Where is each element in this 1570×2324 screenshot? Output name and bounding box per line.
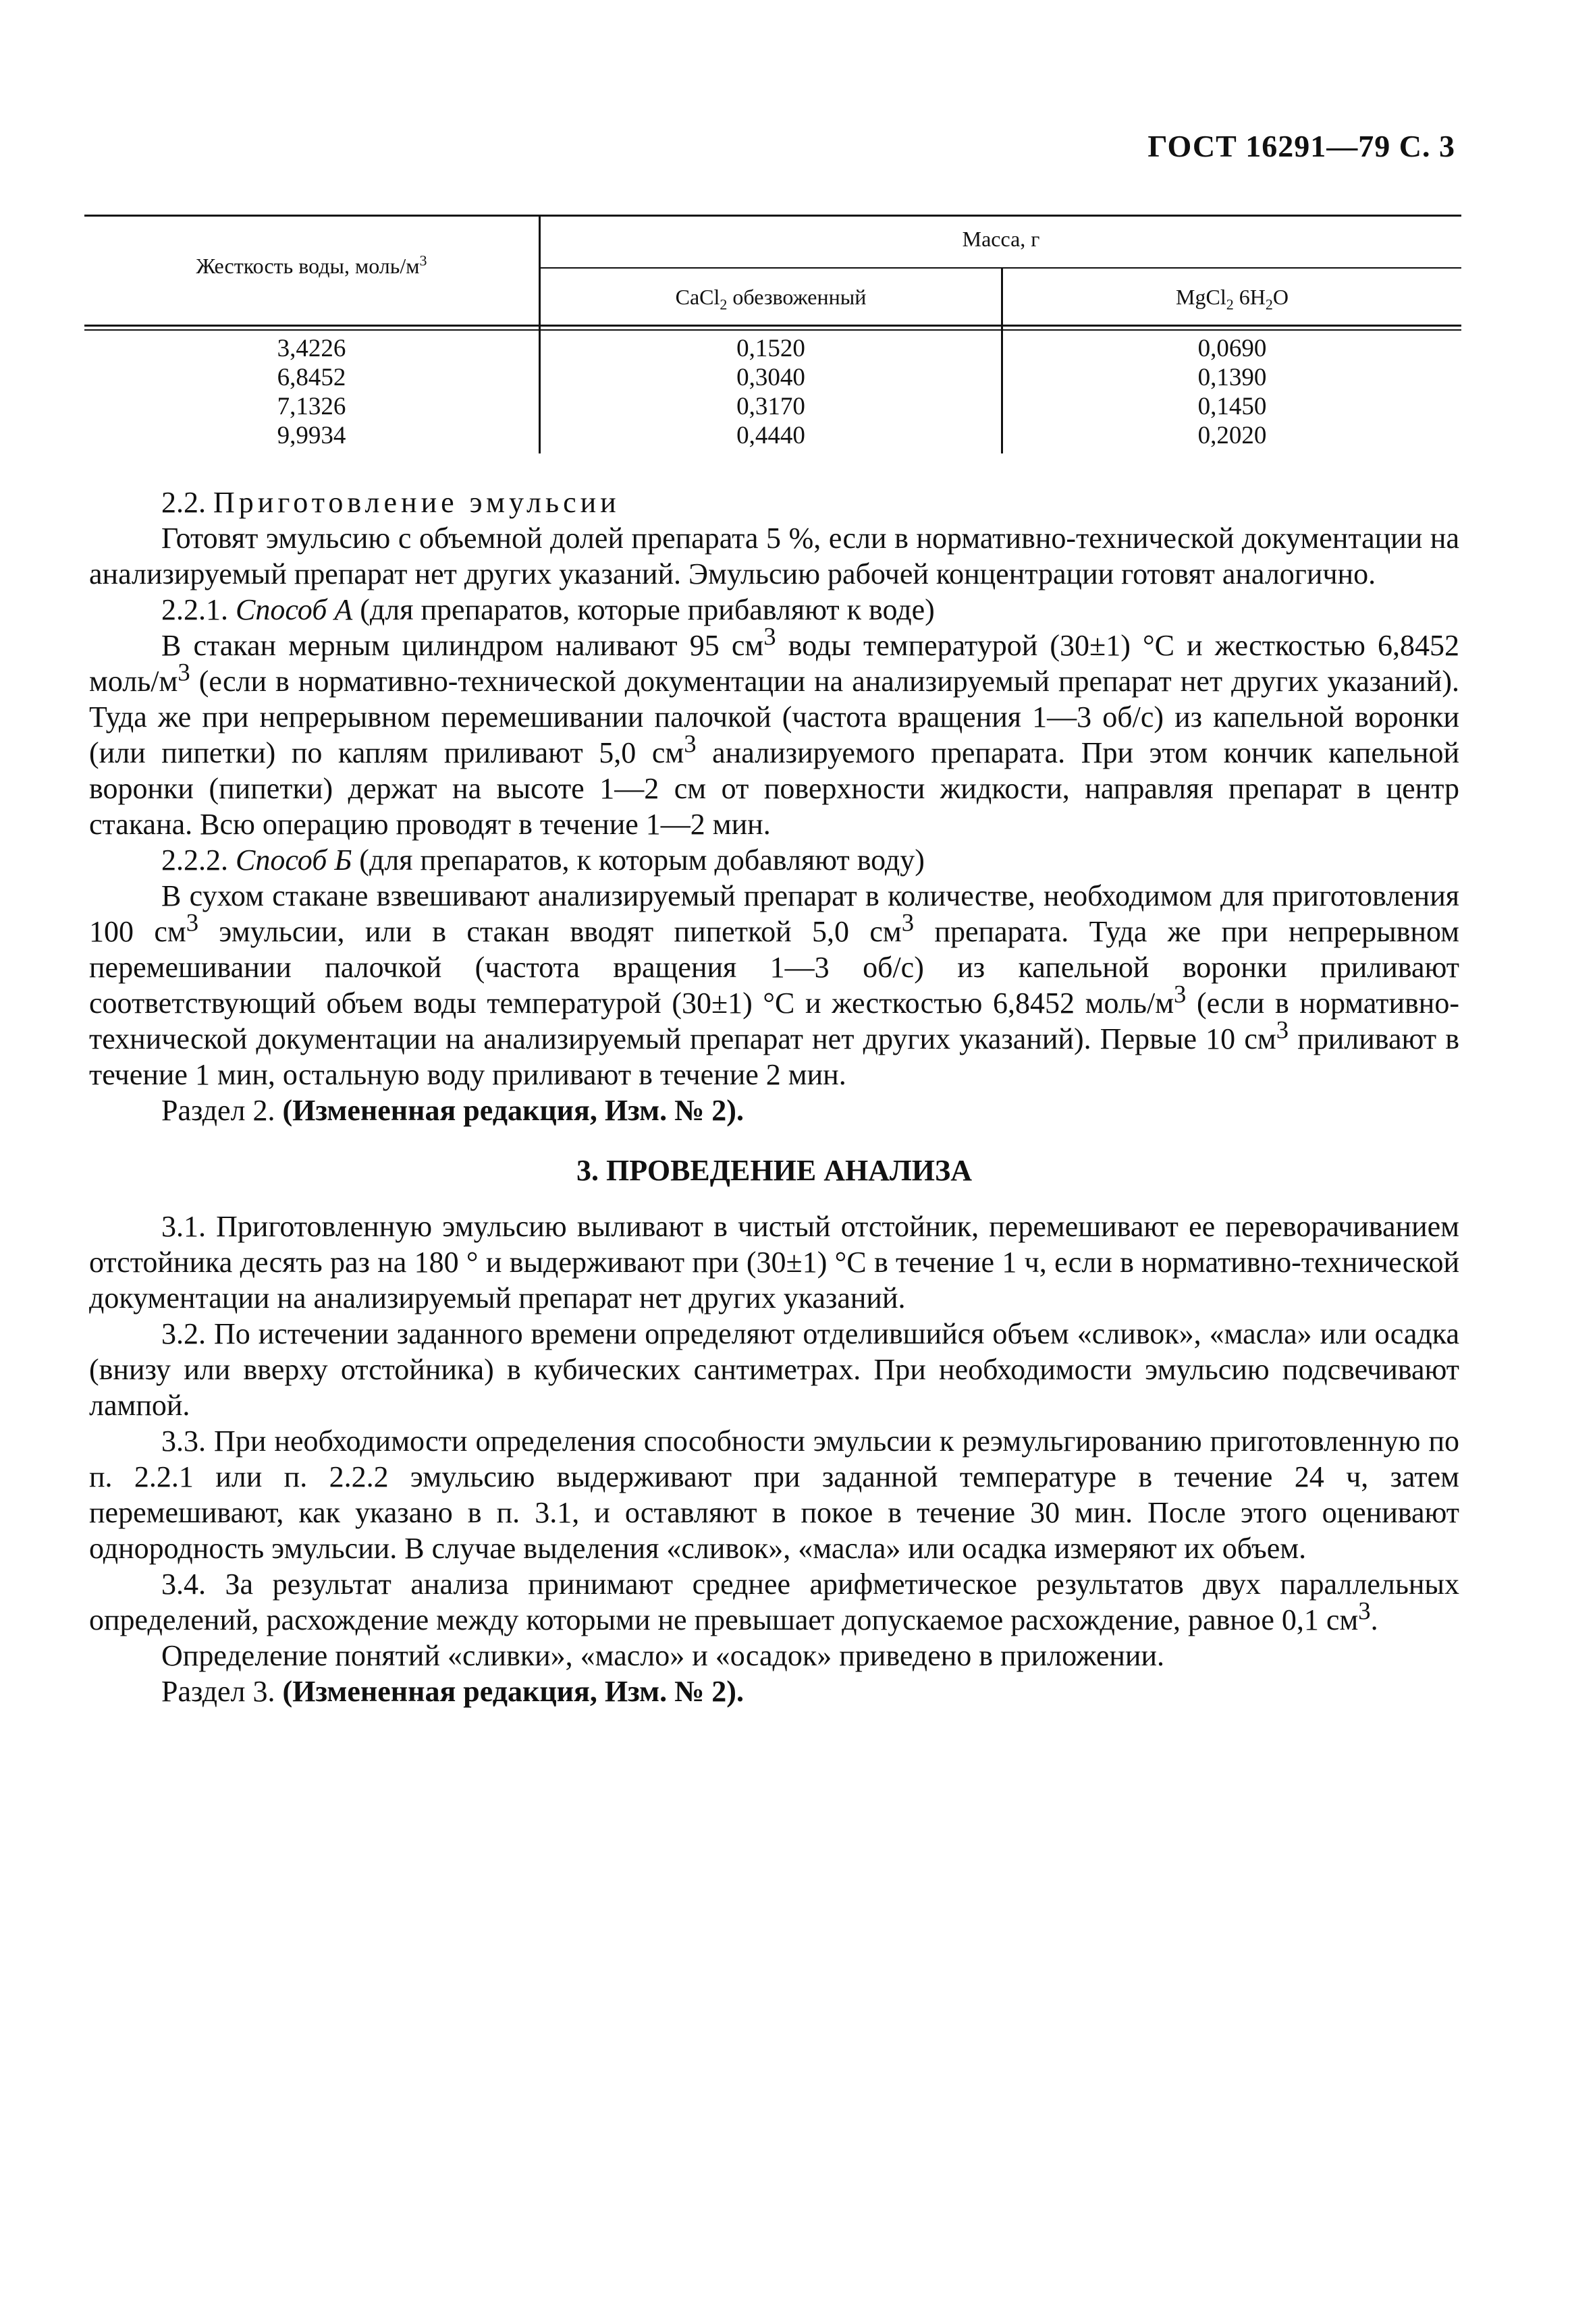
table-cell: 0,3040 bbox=[736, 364, 805, 391]
table-cell: 9,9934 bbox=[277, 422, 346, 449]
table-cell: 7,1326 bbox=[277, 393, 346, 420]
paragraph-2-2: Готовят эмульсию с объемной долей препарата 5 %, если в нормативно-технической документации на анализируемый препарат нет других указаний. Эмульсию рабочей концентрации готовят аналогично. bbox=[89, 522, 1459, 590]
column-header-cacl2: CaCl$_2$ обезвоженный bbox=[675, 285, 867, 313]
section-3-title: 3. ПРОВЕДЕНИЕ АНАЛИЗА bbox=[576, 1154, 972, 1187]
table-cell: 0,4440 bbox=[736, 422, 805, 449]
table-cell: 0,3170 bbox=[736, 393, 805, 420]
table-top-rule bbox=[84, 215, 1461, 217]
table-column-cacl2 bbox=[541, 334, 1001, 450]
column-group-header-mass: Масса, г bbox=[962, 227, 1040, 251]
paragraph-3-2: 3.2. По истечении заданного времени определяют отделившийся объем «сливок», «масла» или осадка (внизу или вверху отстойника) в кубических сантиметрах. При необходимости эмульсию подсвечивают лампой. bbox=[89, 1317, 1459, 1422]
table-group-rule bbox=[539, 267, 1461, 269]
table-header-rule-2 bbox=[84, 329, 1461, 331]
table-cell: 3,4226 bbox=[277, 335, 346, 362]
table-cell: 0,1390 bbox=[1197, 364, 1267, 391]
paragraph-3-3: 3.3. При необходимости определения способности эмульсии к реэмульгированию приготовленную по п. 2.2.1 или п. 2.2.2 эмульсию выдерживают при заданной температуре в течение 24 ч, затем перемешивают, как указано в п. 3.1, и оставляют в покое в течение 30 мин. После этого оценивают однородность эмульсии. В случае выделения «сливок», «масла» или осадка измеряют их объем. bbox=[89, 1424, 1459, 1565]
column-header-hardness: Жесткость воды, моль/$м^3$ bbox=[196, 252, 427, 278]
paragraph-method-b: В сухом стакане взвешивают анализируемый препарат в количестве, необходимом для приготовления 100 $см^3$ эмульсии, или в стакан вводят пипеткой 5,0 $см^3$ препарата. Туда же при непрерывном перемешивании палочкой (частота вращения 1—3 об/с) из капельной воронки приливают соответствующий объем воды температурой (30±1) °С и жесткостью 6,8452 моль/$м^3$ (если в нормативно-технической документации на анализируемый препарат нет других указаний). Первые 10 $см^3$ приливают в течение 1 мин, остальную воду приливают в течение 2 мин. bbox=[89, 879, 1459, 1091]
hardness-mass-table bbox=[84, 215, 1461, 453]
column-header-mgcl2: MgCl$_2$ $6H_2O$ bbox=[1176, 285, 1289, 313]
table-cell: 0,2020 bbox=[1197, 422, 1267, 449]
table-header-rule bbox=[84, 325, 1461, 327]
table-cell: 0,1520 bbox=[736, 335, 805, 362]
page-header: ГОСТ 16291—79 С. 3 bbox=[1147, 129, 1455, 163]
paragraph-3-1: 3.1. Приготовленную эмульсию выливают в чистый отстойник, перемешивают ее переворачиванием отстойника десять раз на 180 ° и выдерживают при (30±1) °С в течение 1 ч, если в нормативно-технической документации на анализируемый препарат нет других указаний. bbox=[89, 1210, 1459, 1315]
revision-note-section-2: Раздел 2. (Измененная редакция, Изм. № 2). bbox=[161, 1094, 744, 1127]
revision-note-section-3: Раздел 3. (Измененная редакция, Изм. № 2). bbox=[161, 1675, 744, 1708]
table-cell: 0,1450 bbox=[1197, 393, 1267, 420]
paragraph-3-4: 3.4. За результат анализа принимают среднее арифметическое результатов двух параллельных определений, расхождение между которыми не превышает допускаемое расхождение, равное 0,1 $см^3$. bbox=[89, 1568, 1459, 1636]
heading-2-2-1: 2.2.1. Способ А (для препаратов, которые прибавляют к воде) bbox=[161, 593, 935, 626]
table-column-hardness bbox=[84, 334, 539, 450]
heading-2-2: 2.2. Приготовление эмульсии bbox=[161, 486, 620, 519]
document-body bbox=[89, 485, 1459, 1709]
paragraph-definitions: Определение понятий «сливки», «масло» и «осадок» приведено в приложении. bbox=[161, 1639, 1164, 1672]
table-column-mgcl2 bbox=[1003, 334, 1461, 450]
heading-2-2-2: 2.2.2. Способ Б (для препаратов, к которым добавляют воду) bbox=[161, 843, 925, 877]
table-cell: 0,0690 bbox=[1197, 335, 1267, 362]
paragraph-method-a: В стакан мерным цилиндром наливают 95 $см^3$ воды температурой (30±1) °С и жесткостью 6,8452 моль/$м^3$ (если в нормативно-технической документации на анализируемый препарат нет других указаний). Туда же при непрерывном перемешивании палочкой (частота вращения 1—3 об/с) из капельной воронки (или пипетки) по каплям приливают 5,0 $см^3$ анализируемого препарата. При этом кончик капельной воронки (пипетки) держат на высоте 1—2 см от поверхности жидкости, направляя препарат в центр стакана. Всю операцию проводят в течение 1—2 мин. bbox=[89, 622, 1460, 841]
table-cell: 6,8452 bbox=[277, 364, 346, 391]
